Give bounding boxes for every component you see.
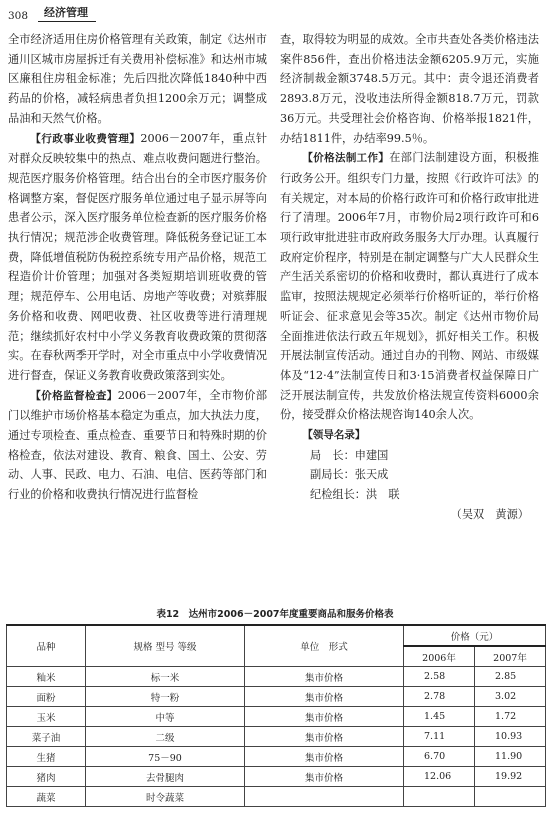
author-signature: （吴双 黄源） [450,507,529,521]
col-header-item: 品种 [7,625,86,667]
section-title: 经济管理 [38,4,96,22]
table-row: 蔬菜 时令蔬菜 [7,787,546,807]
col-header-2007: 2007年 [475,646,546,667]
col-header-2006: 2006年 [404,646,475,667]
table-row: 籼米 标一米 集市价格 2.58 2.85 [7,667,546,687]
paragraph: 查，取得较为明显的成效。全市共查处各类价格违法案件856件，查出价格违法金额6205.9万元，实施经济制裁金额3748.5万元。其中：责令退还消费者2893.8万元，没收违法所得金额818.7万元，罚款36万元。共受理社会价格咨询、价格举报1821件，办结1811件，办结率99.5％。 [280,33,539,145]
section-heading: 【价格监督检查】 [30,389,118,402]
table-caption: 表12 达州市2006－2007年度重要商品和服务价格表 [156,609,394,620]
right-column [280,30,539,525]
section-heading: 【价格法制工作】 [302,152,390,165]
paragraph-text: 在部门法制建设方面，积极推行政务公开。组织专门力量，按照《行政许可法》的有关规定，对本局的价格行政许可和价格行政审批进行了清理。2006年7月，市物价局2项行政许可和6项行政审批进驻市政府政务服务大厅办理。认真履行政府定价程序，特别是在制定调整与广大人民群众生产生活关系密切的价格和收费时，都认真进行了成本监审，按照法规规定必须举行价格听证的，举行价格听证会、征求意见会等35次。制定《达州市物价局全面推进依法行政五年规划》，抓好相关工作。积极开展法制宣传活动。通过自办的刊物、网站、市级媒体及“12·4”法制宣传日和3·15消费者权益保障日广泛开展法制宣传，共发放价格法规宣传资料6000余份，接受群众价格法规咨询140余人次。 [280,151,539,422]
leader-item: 纪检组长：洪 联 [310,488,400,502]
section-heading: 【行政事业收费管理】 [30,132,141,145]
col-header-price: 价格（元） [404,625,546,646]
leader-item: 局 长：申建国 [310,448,389,462]
paragraph-text: 2006－2007年，重点针对群众反映较集中的热点、难点收费问题进行整治。规范医疗服务价格管理。结合出台的全市医疗服务价格调整方案，督促医疗服务单位通过电子显示屏等向患者公示，深入医疗服务单位检查新的医疗服务价格执行情况；规范涉企收费管理。降低税务登记证工本费，降低增值税防伪税控系统专用产品价格，规范工程造价计价管理；加强对各类短期培训班收费的管理；规范停车、公用电话、房地产等收费；对殡葬服务价格和收费、网吧收费、社区收费等进行清理规范；继续抓好农村中小学义务教育收费政策的贯彻落实。在春秋两季开学时，对全市重点中小学收费情况进行督查，保证义务教育收费政策落到实处。 [8,131,268,382]
left-column [8,30,267,505]
leaders-heading: 【领导名录】 [302,429,366,442]
paragraph: 全市经济适用住房价格管理有关政策，制定《达州市通川区城市房屋拆迁有关费用补偿标准》和达州市城区廉租住房租金标准；先后四批次降低1840种中西药品的价格，减轻病患者负担1200余万元；调整成品油和天然气价格。 [8,33,267,125]
leader-item: 副局长：张天成 [310,468,389,482]
table-row: 菜子油 二级 集市价格 7.11 10.93 [7,727,546,747]
running-header [8,4,538,22]
paragraph [280,148,539,425]
table-row: 生猪 75－90 集市价格 6.70 11.90 [7,747,546,767]
price-table [6,624,546,807]
table-row: 猪肉 去骨腿肉 集市价格 12.06 19.92 [7,767,546,787]
col-header-unit: 单位 形式 [245,625,404,667]
paragraph [8,386,267,505]
paragraph [8,129,267,386]
table-row: 面粉 特一粉 集市价格 2.78 3.02 [7,687,546,707]
page-number: 308 [8,10,29,22]
col-header-spec: 规格 型号 等级 [86,625,245,667]
table-row: 玉米 中等 集市价格 1.45 1.72 [7,707,546,727]
paragraph-text: 2006－2007年，全市物价部门以维护市场价格基本稳定为重点，加大执法力度，通过专项检查、重点检查、重要节日和特殊时期的价格检查，依法对建设、教育、粮食、国土、公安、劳动、人事、民政、电力、石油、电信、医药等部门和行业的价格和收费执行情况进行监督检 [8,388,268,502]
